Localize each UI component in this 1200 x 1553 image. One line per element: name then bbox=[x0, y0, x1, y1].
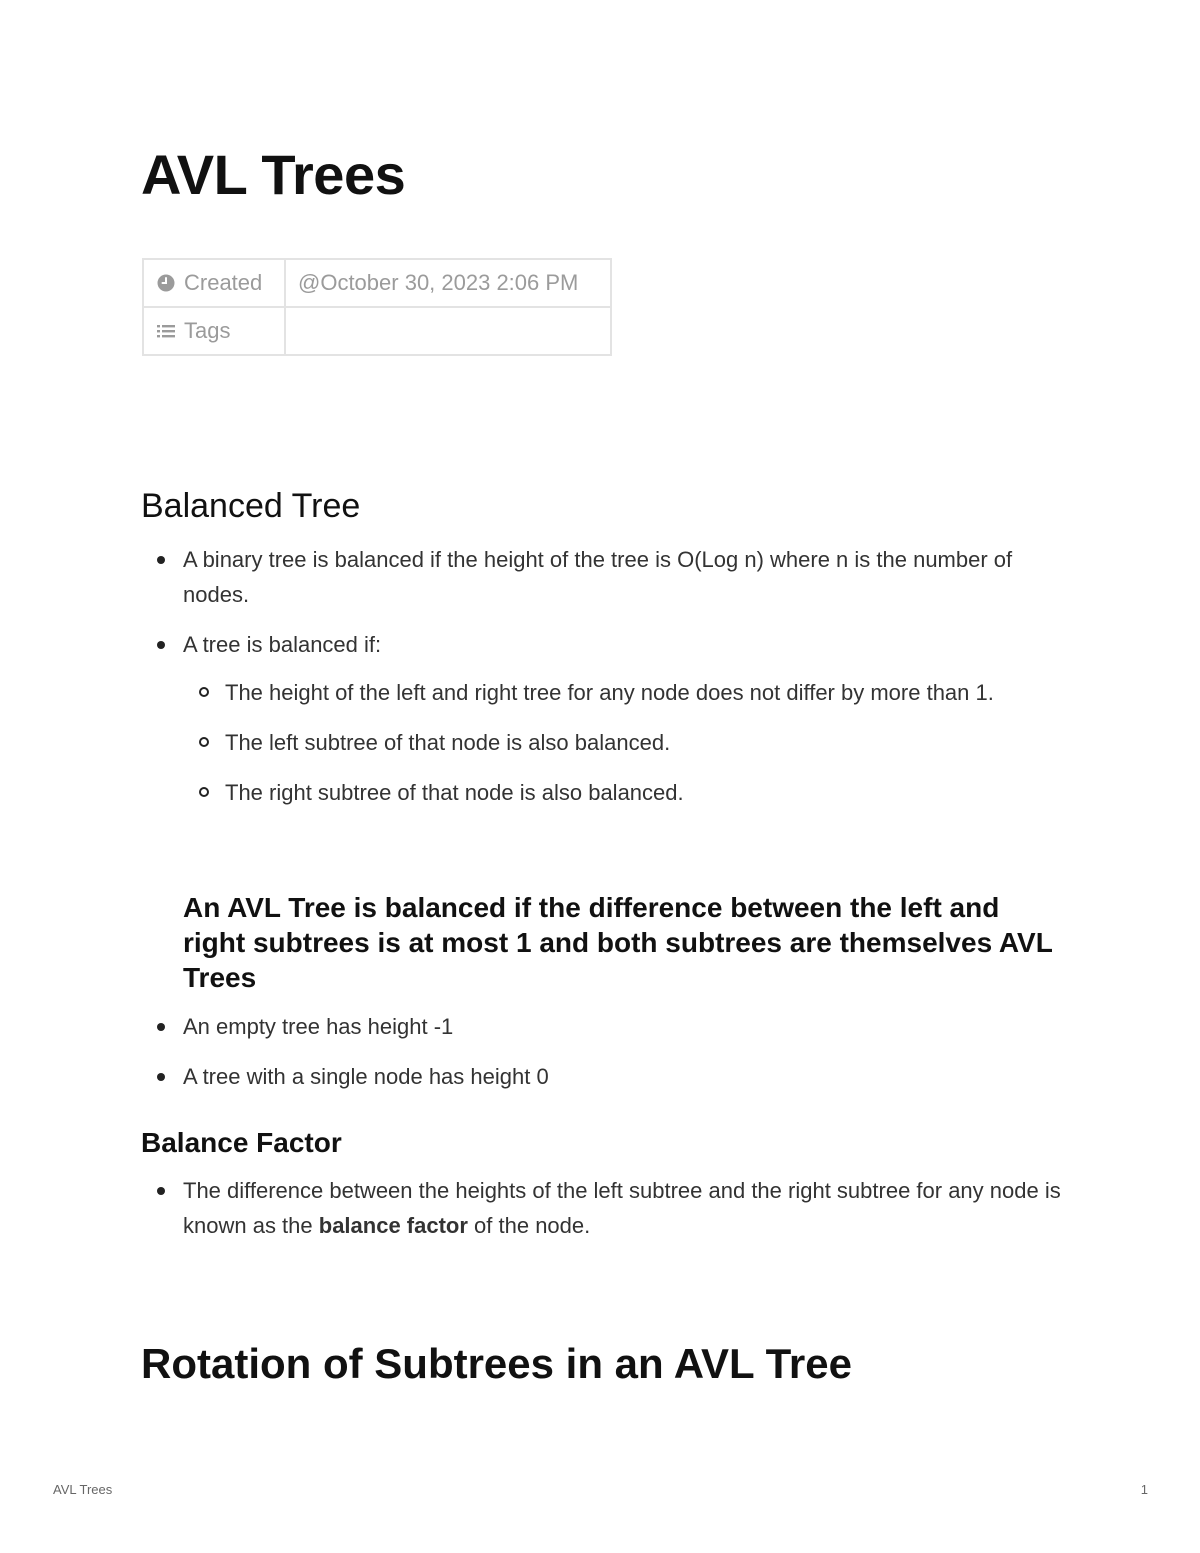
list-item: The height of the left and right tree for any node does not differ by more than 1. bbox=[183, 675, 1061, 710]
heading-balanced-tree: Balanced Tree bbox=[141, 487, 361, 525]
list-item: The left subtree of that node is also balanced. bbox=[183, 725, 1061, 760]
avl-height-list bbox=[141, 1009, 1061, 1109]
heading-rotation: Rotation of Subtrees in an AVL Tree bbox=[141, 1340, 852, 1387]
balance-factor-list bbox=[141, 1173, 1061, 1258]
property-row-tags bbox=[143, 307, 611, 355]
balanced-conditions-list bbox=[183, 675, 1061, 810]
footer-doc-name: AVL Trees bbox=[53, 1482, 113, 1497]
list-item bbox=[141, 627, 1061, 810]
page-title: AVL Trees bbox=[141, 143, 406, 206]
bold-term: balance factor bbox=[318, 1213, 468, 1238]
created-label: Created bbox=[184, 270, 263, 295]
list-item: A tree with a single node has height 0 bbox=[141, 1059, 1061, 1094]
heading-balance-factor: Balance Factor bbox=[141, 1127, 342, 1158]
list-icon bbox=[156, 321, 176, 341]
heading-avl-definition: An AVL Tree is balanced if the difference between the left and right subtrees is at most 1 and both subtrees are themselves AVL Trees bbox=[183, 892, 1053, 993]
list-item: An empty tree has height -1 bbox=[141, 1009, 1061, 1044]
list-item bbox=[141, 1173, 1061, 1243]
balanced-tree-list bbox=[141, 542, 1061, 825]
list-item: The right subtree of that node is also balanced. bbox=[183, 775, 1061, 810]
clock-icon bbox=[156, 273, 176, 293]
properties-table bbox=[142, 258, 612, 356]
list-item-text: of the node. bbox=[467, 1213, 591, 1238]
list-item: A binary tree is balanced if the height of the tree is O(Log n) where n is the number of nodes. bbox=[141, 542, 1061, 612]
list-item-text: A tree is balanced if: bbox=[183, 632, 382, 657]
property-key-tags bbox=[143, 307, 285, 355]
created-value: @October 30, 2023 2:06 PM bbox=[285, 259, 611, 307]
list-item-text: The difference between the heights of the left subtree and the right subtree for any node is known as the bbox=[183, 1178, 1061, 1238]
tags-value bbox=[285, 307, 611, 355]
property-row-created bbox=[143, 259, 611, 307]
footer-page-number: 1 bbox=[1140, 1482, 1148, 1497]
tags-label: Tags bbox=[184, 318, 231, 343]
property-key-created bbox=[143, 259, 285, 307]
